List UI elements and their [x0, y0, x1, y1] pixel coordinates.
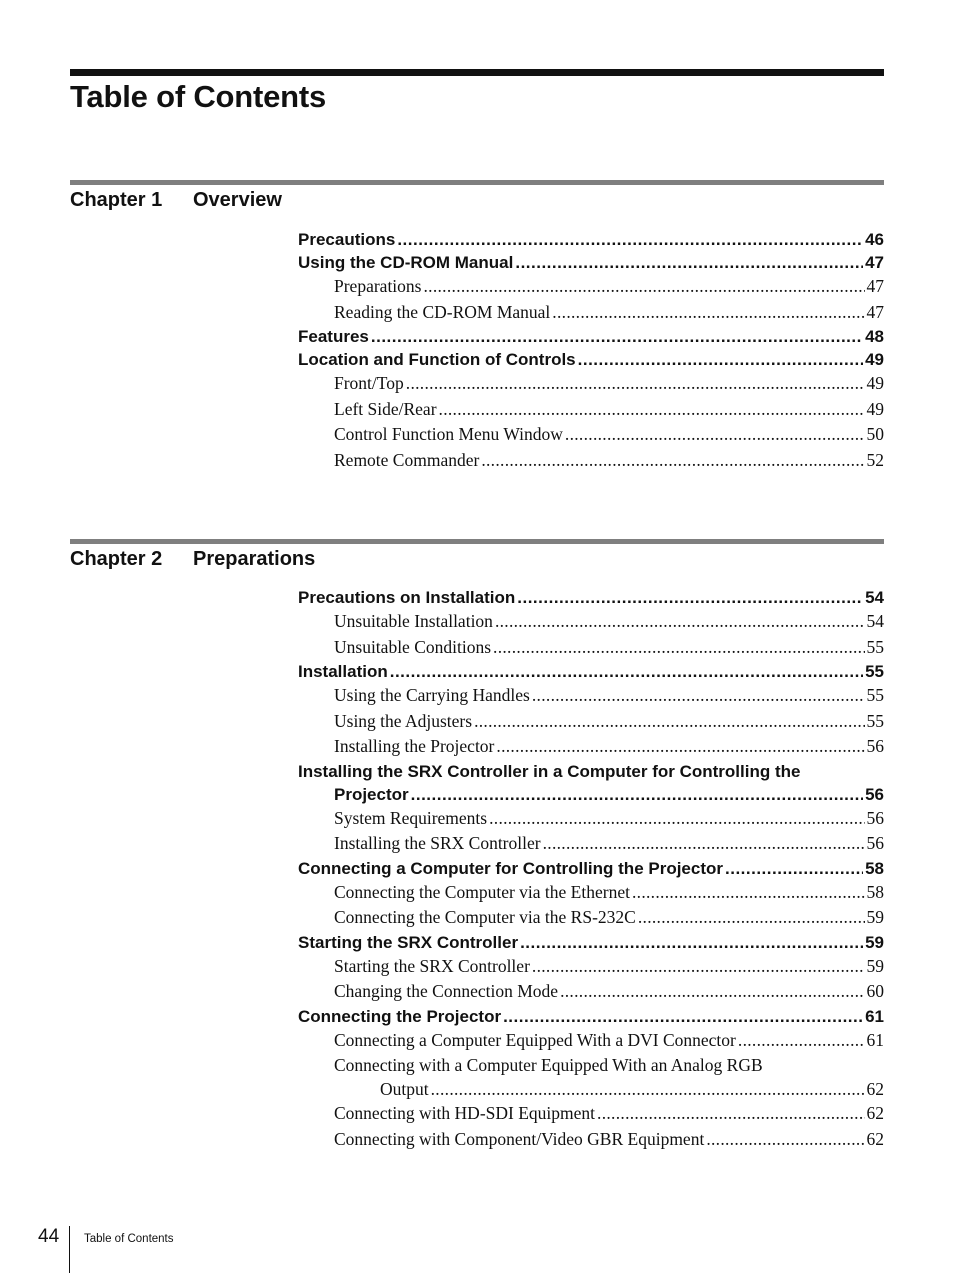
dot-leader: [503, 1005, 863, 1028]
toc-entry-page: 50: [866, 424, 884, 444]
toc-entry-page: 46: [865, 230, 884, 249]
dot-leader: [493, 635, 864, 661]
toc-entry-page: 62: [866, 1079, 884, 1099]
toc-entry[interactable]: [298, 931, 884, 954]
toc-entry[interactable]: [298, 880, 884, 906]
toc-entry-title: Connecting with Component/Video GBR Equipment: [334, 1128, 705, 1149]
toc-entry-page: 61: [865, 1006, 884, 1026]
page-title: Table of Contents: [70, 79, 327, 114]
dot-leader: [423, 274, 864, 300]
toc-entry[interactable]: [298, 325, 884, 348]
toc-entry-page: 56: [865, 784, 884, 804]
toc-entry-page: 59: [866, 955, 884, 976]
toc-entry-title: Projector: [334, 784, 409, 804]
toc-entry[interactable]: [298, 1077, 884, 1101]
toc-entry[interactable]: [298, 1127, 884, 1153]
toc-entry[interactable]: [298, 586, 884, 609]
toc-entry[interactable]: [298, 683, 884, 709]
dot-leader: [638, 905, 865, 931]
toc-entry-page: 54: [866, 611, 884, 631]
dot-leader: [532, 954, 865, 980]
toc-entry-page: 55: [866, 710, 884, 731]
toc-entry-page: 60: [866, 981, 884, 1001]
toc-entry-page: 47: [866, 301, 884, 322]
toc-entry-title: Connecting the Computer via the RS-232C: [334, 907, 636, 927]
dot-leader: [496, 734, 864, 760]
toc-entry-title: Connecting a Computer Equipped With a DVI Connector: [334, 1029, 736, 1050]
toc-entry-title: Starting the SRX Controller: [298, 932, 519, 952]
toc-entry[interactable]: [298, 397, 884, 423]
dot-leader: [597, 1101, 864, 1127]
dot-leader: [565, 422, 865, 448]
dot-leader: [406, 371, 865, 397]
toc-entry[interactable]: [298, 1101, 884, 1127]
dot-leader: [439, 397, 865, 423]
toc-entry-page: 47: [865, 253, 884, 272]
toc-entry-page: 61: [866, 1029, 884, 1050]
toc-entry[interactable]: [298, 348, 884, 371]
toc-entry-title: Front/Top: [334, 373, 404, 393]
toc-entry-page: 55: [865, 662, 884, 681]
dot-leader: [517, 586, 863, 609]
toc-entry-page: 48: [865, 327, 884, 346]
toc-entry[interactable]: [298, 1028, 884, 1054]
toc-entry[interactable]: [298, 228, 884, 251]
chapter-number: Chapter 2: [70, 548, 163, 570]
chapter-1-header: [70, 180, 884, 212]
toc-entry-page: 59: [866, 907, 884, 927]
toc-entry-title: Installing the Projector: [334, 736, 495, 756]
toc-entry-page: 56: [866, 807, 884, 828]
footer-rule: [69, 1226, 70, 1273]
toc-entry[interactable]: [298, 251, 884, 274]
chapter-rule: [70, 539, 884, 544]
chapter-rule: [70, 180, 884, 185]
toc-entry-page: 54: [865, 588, 884, 607]
toc-entry-page: 59: [865, 932, 884, 952]
toc-entry-title-line[interactable]: Connecting with a Computer Equipped With an Analog RGB: [334, 1055, 763, 1075]
toc-entry-page: 55: [866, 685, 884, 705]
toc-entry-page: 49: [865, 350, 884, 369]
toc-entry-page: 52: [866, 449, 884, 470]
chapter-1-toc: [298, 228, 884, 473]
toc-entry-title: Control Function Menu Window: [334, 424, 563, 444]
toc-entry[interactable]: [298, 806, 884, 832]
toc-entry-title: Unsuitable Conditions: [334, 636, 492, 657]
toc-entry-page: 49: [866, 373, 884, 393]
toc-entry[interactable]: [298, 857, 884, 880]
toc-entry[interactable]: [298, 371, 884, 397]
dot-leader: [560, 979, 864, 1005]
dot-leader: [481, 448, 864, 474]
toc-entry-page: 56: [866, 833, 884, 853]
toc-entry-title: Remote Commander: [334, 449, 480, 470]
toc-entry-title: Output: [380, 1079, 429, 1099]
page-number: 44: [38, 1226, 60, 1247]
toc-entry-title: Connecting the Projector: [298, 1006, 502, 1026]
toc-entry-title: Unsuitable Installation: [334, 611, 493, 631]
toc-entry-title: Connecting with HD-SDI Equipment: [334, 1103, 596, 1123]
chapter-number: Chapter 1: [70, 189, 163, 211]
toc-entry[interactable]: [298, 660, 884, 683]
chapter-2-header: [70, 539, 884, 571]
dot-leader: [390, 660, 863, 683]
dot-leader: [552, 300, 864, 326]
toc-entry-title: Using the Carrying Handles: [334, 685, 530, 705]
dot-leader: [520, 931, 863, 954]
toc-entry[interactable]: [298, 1005, 884, 1028]
toc-entry[interactable]: [298, 905, 884, 931]
toc-entry-page: 56: [866, 736, 884, 756]
toc-entry-title: Precautions on Installation: [298, 588, 516, 607]
dot-leader: [397, 228, 863, 251]
toc-entry-page: 62: [866, 1128, 884, 1149]
toc-entry-title: Features: [298, 327, 369, 346]
toc-entry[interactable]: [298, 954, 884, 980]
dot-leader: [474, 709, 864, 735]
toc-entry-title: Location and Function of Controls: [298, 350, 576, 369]
toc-entry-title: Using the CD-ROM Manual: [298, 253, 514, 272]
toc-entry-title-line[interactable]: Installing the SRX Controller in a Computer for Controlling the: [298, 761, 801, 781]
toc-entry-page: 62: [866, 1103, 884, 1123]
toc-entry-title: Precautions: [298, 230, 396, 249]
toc-entry[interactable]: [298, 274, 884, 300]
dot-leader: [489, 806, 864, 832]
toc-entry-page: 58: [865, 858, 884, 878]
dot-leader: [632, 880, 865, 906]
dot-leader: [532, 683, 865, 709]
dot-leader: [495, 609, 865, 635]
title-rule: [70, 69, 884, 76]
toc-entry[interactable]: [298, 979, 884, 1005]
dot-leader: [578, 348, 863, 371]
dot-leader: [515, 251, 863, 274]
toc-entry-title: Connecting a Computer for Controlling the Projector: [298, 858, 723, 878]
toc-entry[interactable]: [298, 783, 884, 806]
chapter-2-toc: [298, 586, 884, 1152]
toc-entry[interactable]: [298, 422, 884, 448]
dot-leader: [411, 783, 863, 806]
toc-entry[interactable]: [298, 448, 884, 474]
toc-entry-title: Connecting the Computer via the Ethernet: [334, 881, 630, 902]
toc-entry[interactable]: [298, 709, 884, 735]
dot-leader: [738, 1028, 865, 1054]
toc-entry-title: Using the Adjusters: [334, 710, 473, 731]
toc-entry-title: Reading the CD-ROM Manual: [334, 301, 551, 322]
dot-leader: [706, 1127, 864, 1153]
dot-leader: [371, 325, 863, 348]
toc-entry-title: System Requirements: [334, 807, 488, 828]
toc-entry-title: Starting the SRX Controller: [334, 955, 530, 976]
chapter-title: Preparations: [193, 548, 316, 570]
dot-leader: [543, 831, 865, 857]
toc-entry-title: Changing the Connection Mode: [334, 981, 559, 1001]
toc-entry-title: Preparations: [334, 276, 422, 296]
toc-entry-title: Installation: [298, 662, 388, 681]
toc-entry[interactable]: [298, 831, 884, 857]
toc-entry[interactable]: [298, 635, 884, 661]
footer-label: Table of Contents: [84, 1233, 174, 1245]
toc-entry-page: 58: [866, 881, 884, 902]
toc-entry-page: 49: [866, 398, 884, 419]
toc-entry[interactable]: [298, 609, 884, 635]
toc-entry[interactable]: [298, 300, 884, 326]
toc-entry-page: 55: [866, 636, 884, 657]
chapter-title: Overview: [193, 189, 282, 211]
toc-entry-title: Installing the SRX Controller: [334, 833, 541, 853]
toc-entry[interactable]: [298, 734, 884, 760]
toc-entry-page: 47: [866, 276, 884, 296]
dot-leader: [431, 1077, 865, 1101]
toc-entry-title: Left Side/Rear: [334, 398, 437, 419]
dot-leader: [725, 857, 863, 880]
